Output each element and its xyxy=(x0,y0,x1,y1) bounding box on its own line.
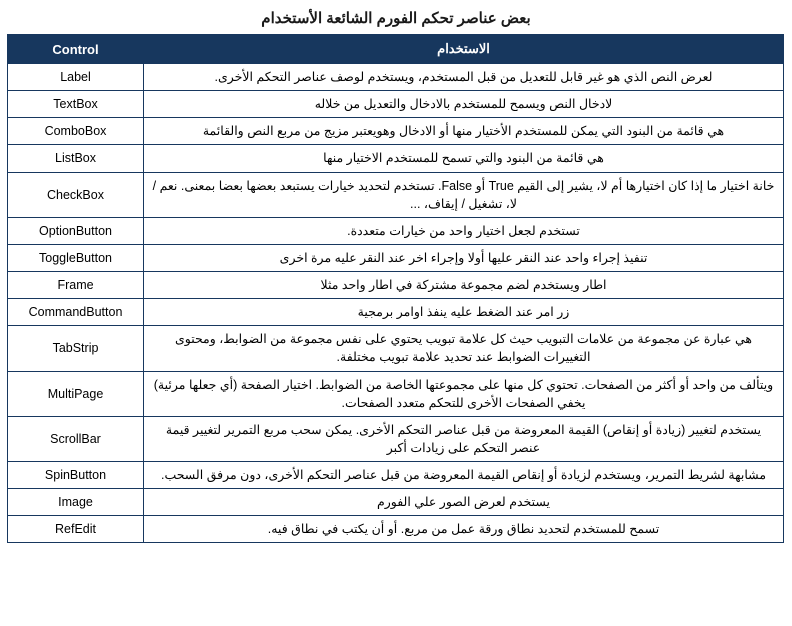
cell-control: CheckBox xyxy=(8,172,144,217)
cell-control: CommandButton xyxy=(8,299,144,326)
cell-control: MultiPage xyxy=(8,371,144,416)
table-row xyxy=(8,326,784,371)
cell-usage: يستخدم لعرض الصور علي الفورم xyxy=(144,489,784,516)
table-row xyxy=(8,416,784,461)
cell-usage: مشابهة لشريط التمرير، ويستخدم لزيادة أو إنقاص القيمة المعروضة من قبل عناصر التحكم الأخرى، دون مرفق السحب. xyxy=(144,462,784,489)
cell-usage: تنفيذ إجراء واحد عند النقر عليها أولا وإجراء اخر عند النقر عليه مرة اخرى xyxy=(144,244,784,271)
table-row xyxy=(8,516,784,543)
table-row xyxy=(8,91,784,118)
table-row xyxy=(8,172,784,217)
column-header-control: Control xyxy=(8,35,144,64)
cell-control: ComboBox xyxy=(8,118,144,145)
cell-usage: خانة اختيار ما إذا كان اختيارها أم لا، يشير إلى القيم True أو False. تستخدم لتحديد خيارات يستبعد بعضها بعضا بمعنى. نعم / لا، تشغيل / إيقاف، ... xyxy=(144,172,784,217)
cell-usage: لادخال النص ويسمح للمستخدم بالادخال والتعديل من خلاله xyxy=(144,91,784,118)
cell-control: Image xyxy=(8,489,144,516)
table-row xyxy=(8,371,784,416)
cell-control: Frame xyxy=(8,272,144,299)
cell-control: ListBox xyxy=(8,145,144,172)
cell-control: TextBox xyxy=(8,91,144,118)
cell-usage: اطار ويستخدم لضم مجموعة مشتركة في اطار واحد مثلا xyxy=(144,272,784,299)
controls-table xyxy=(7,34,784,543)
table-row xyxy=(8,244,784,271)
table-body xyxy=(8,64,784,543)
cell-control: ScrollBar xyxy=(8,416,144,461)
table-row xyxy=(8,299,784,326)
cell-usage: يستخدم لتغيير (زيادة أو إنقاص) القيمة المعروضة من قبل عناصر التحكم الأخرى. يمكن سحب مربع التمرير لتغيير قيمة عنصر التحكم على زيادات أكبر xyxy=(144,416,784,461)
cell-control: ToggleButton xyxy=(8,244,144,271)
table-row xyxy=(8,64,784,91)
cell-control: RefEdit xyxy=(8,516,144,543)
table-header xyxy=(8,35,784,64)
table-row xyxy=(8,462,784,489)
table-row xyxy=(8,489,784,516)
cell-control: SpinButton xyxy=(8,462,144,489)
cell-usage: لعرض النص الذي هو غير قابل للتعديل من قبل المستخدم، ويستخدم لوصف عناصر التحكم الأخرى. xyxy=(144,64,784,91)
table-row xyxy=(8,217,784,244)
cell-control: OptionButton xyxy=(8,217,144,244)
table-row xyxy=(8,272,784,299)
cell-usage: هي قائمة من البنود التي يمكن للمستخدم الأختيار منها أو الادخال وهويعتبر مزيج من مربع النص والقائمة xyxy=(144,118,784,145)
column-header-usage: الاستخدام xyxy=(144,35,784,64)
cell-usage: هي عبارة عن مجموعة من علامات التبويب حيث كل علامة تبويب يحتوي على نفس مجموعة من الضوابط، ومحتوى التغييرات الضوابط عند تحديد علامة تبويب مختلفة. xyxy=(144,326,784,371)
table-header-row xyxy=(8,35,784,64)
cell-control: TabStrip xyxy=(8,326,144,371)
cell-control: Label xyxy=(8,64,144,91)
cell-usage: ويتألف من واحد أو أكثر من الصفحات. تحتوي كل منها على مجموعتها الخاصة من الضوابط. اختيار الصفحة (أي جعلها مرئية) يخفي الصفحات الأخرى للتحكم متعدد الصفحات. xyxy=(144,371,784,416)
cell-usage: تستخدم لجعل اختيار واحد من خيارات متعددة. xyxy=(144,217,784,244)
cell-usage: زر امر عند الضغط عليه ينفذ اوامر برمجية xyxy=(144,299,784,326)
page-title: بعض عناصر تحكم الفورم الشائعة الأستخدام xyxy=(261,10,531,27)
cell-usage: تسمح للمستخدم لتحديد نطاق ورقة عمل من مربع. أو أن يكتب في نطاق فيه. xyxy=(144,516,784,543)
table-row xyxy=(8,145,784,172)
cell-usage: هي قائمة من البنود والتي تسمح للمستخدم الاختيار منها xyxy=(144,145,784,172)
table-row xyxy=(8,118,784,145)
